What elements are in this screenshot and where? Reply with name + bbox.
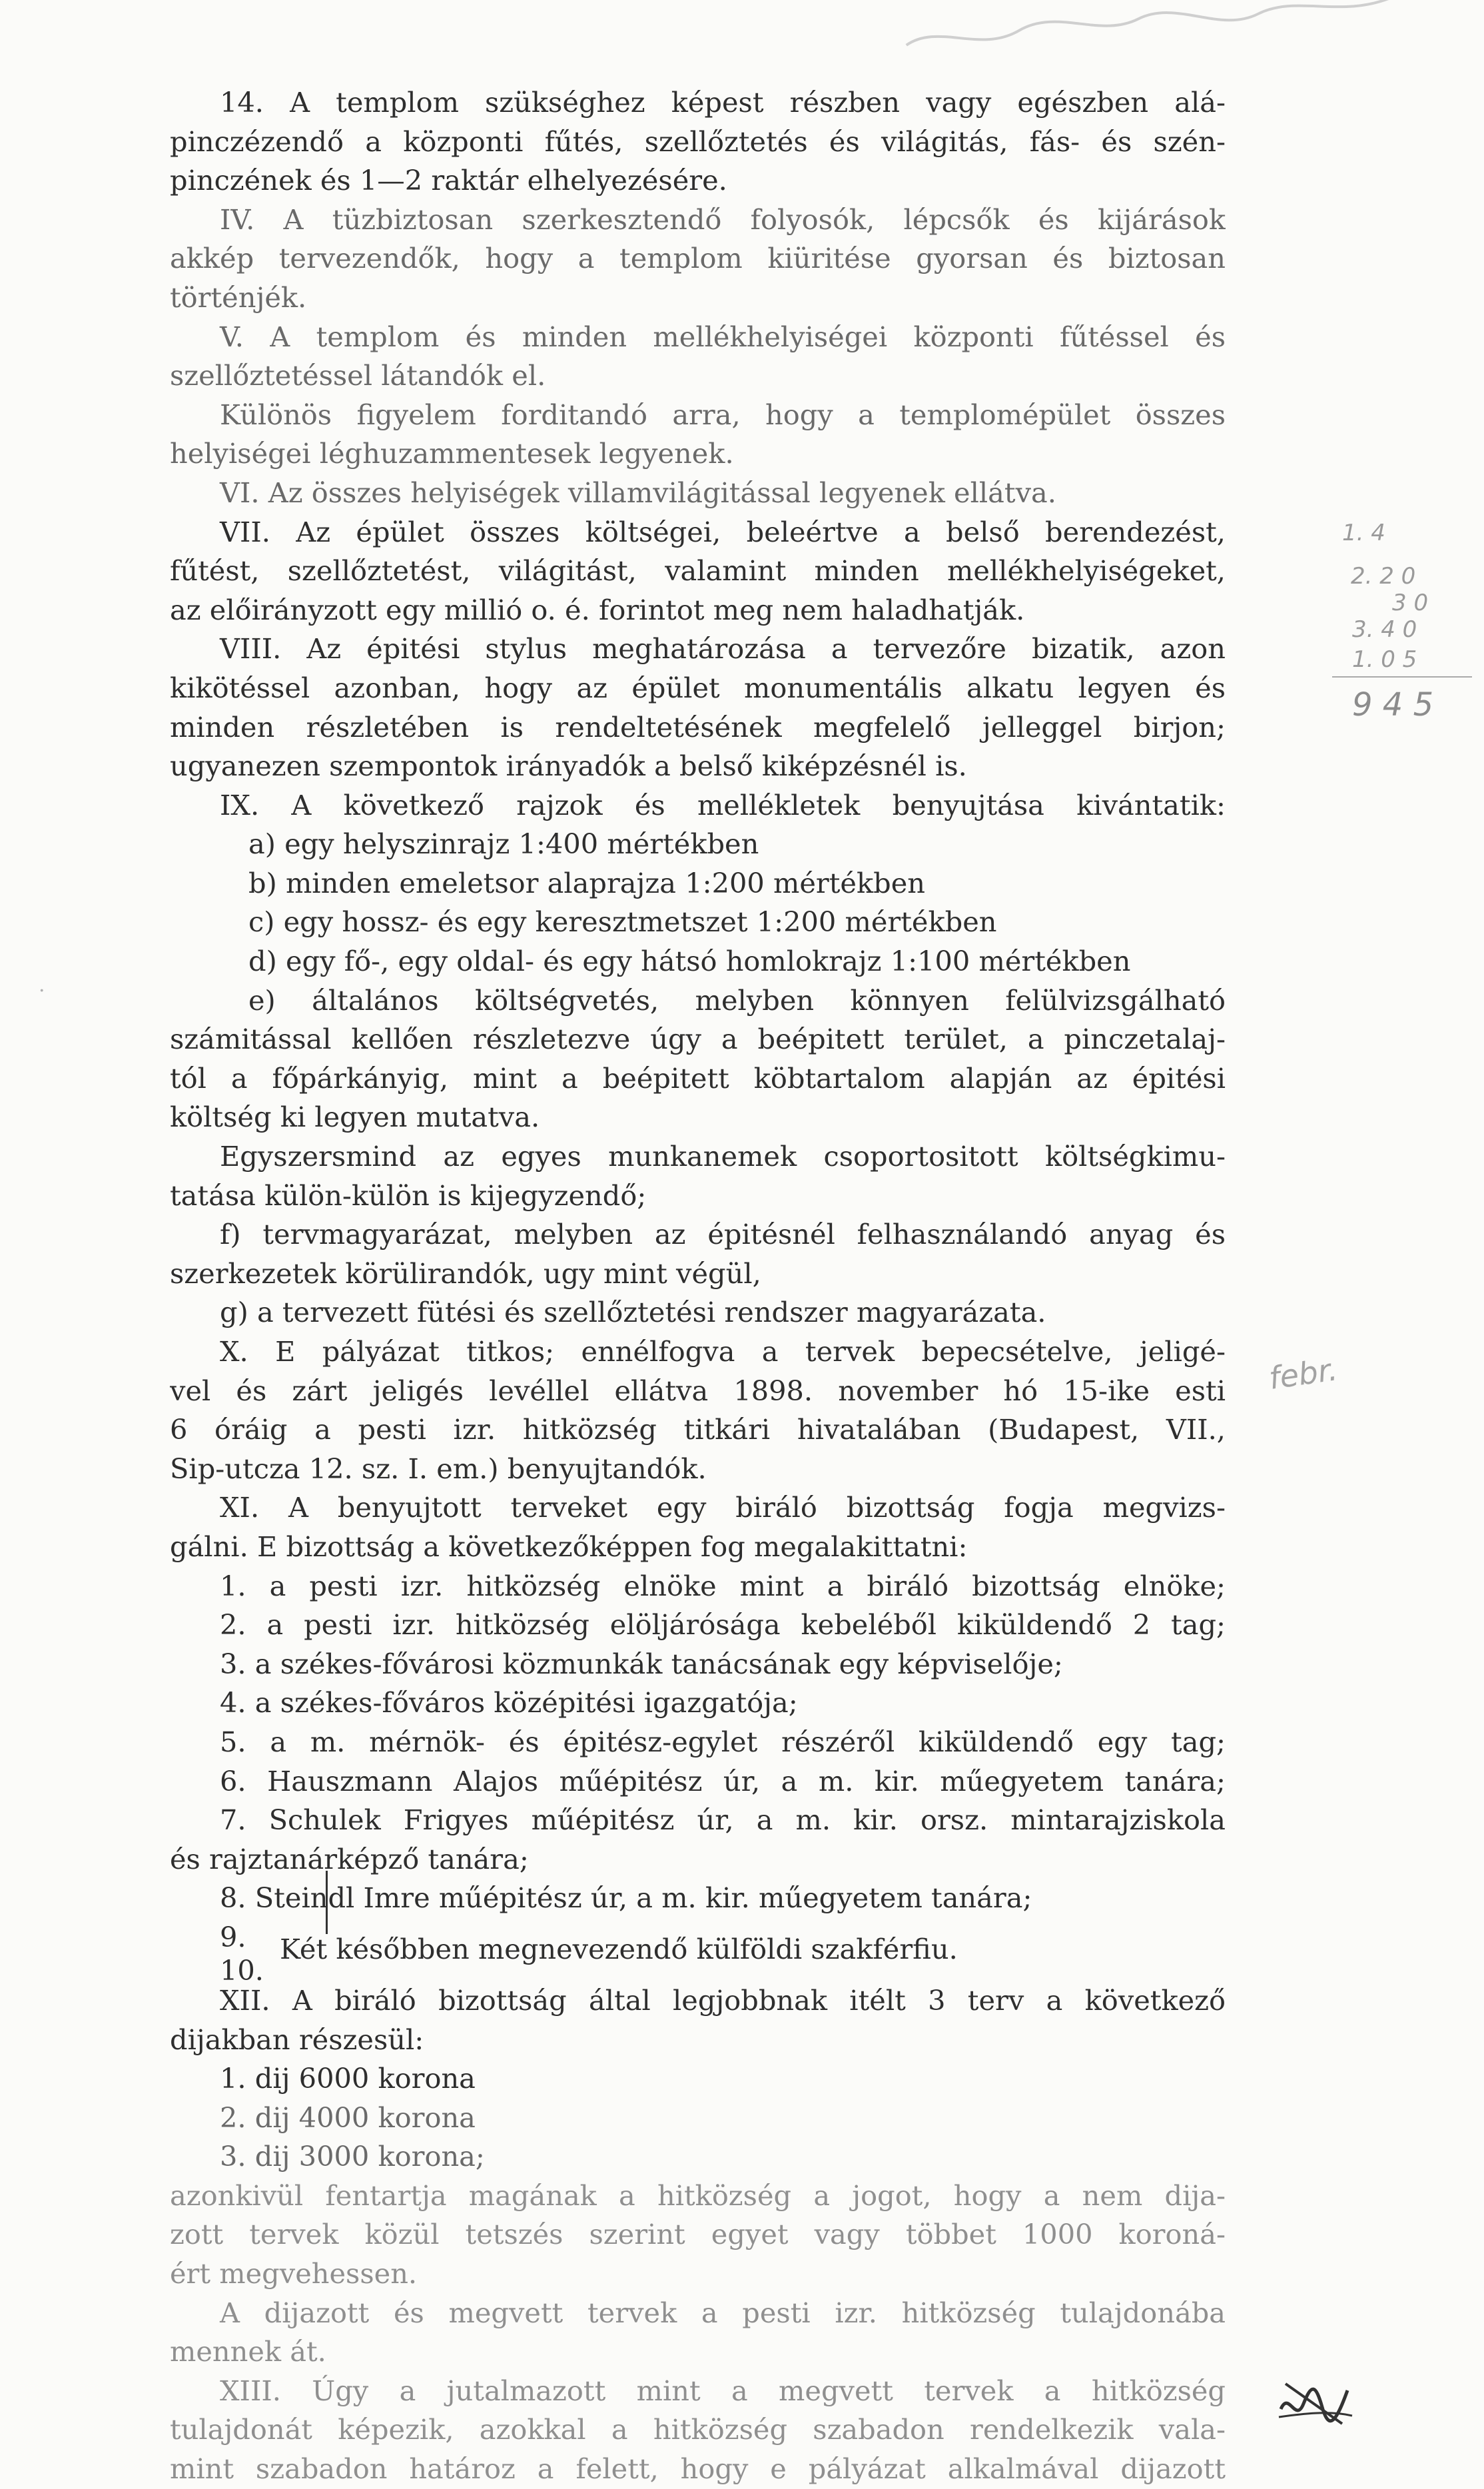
line-18: ugyanezen szempontok irányadók a belső kiképzésnél is. <box>170 749 967 783</box>
line-28: Egyszersmind az egyes munkanemek csoportositott költségkimu- <box>220 1140 1226 1173</box>
line-20: a) egy helyszinrajz 1:400 mértékben <box>248 827 759 861</box>
line-38: gálni. E bizottság a következőképpen fog megalakittatni: <box>170 1530 968 1563</box>
line-4: IV. A tüzbiztosan szerkesztendő folyosók, lépcsők és kijárások <box>220 203 1226 236</box>
brace-9-10 <box>316 1871 328 1934</box>
line-8: szellőztetéssel látandók el. <box>170 359 546 392</box>
line-41: 3. a székes-fővárosi közmunkák tanácsának egy képviselője; <box>220 1647 1063 1680</box>
line-58: ért megvehessen. <box>170 2257 418 2290</box>
line-44: 6. Hauszmann Alajos műépitész úr, a m. kir. műegyetem tanára; <box>220 1764 1226 1797</box>
line-25: számitással kellően részletezve úgy a beépitett terület, a pinczetalaj- <box>170 1023 1226 1056</box>
line-14: az előirányzott egy millió o. é. forintot meg nem haladhatják. <box>170 593 1025 626</box>
line-60: mennek át. <box>170 2335 326 2368</box>
item-9-10-text: Két későbben megnevezendő külföldi szakférfiu. <box>280 1932 958 1965</box>
line-52: dijakban részesül: <box>170 2023 424 2056</box>
line-22: c) egy hossz- és egy keresztmetszet 1:200 mértékben <box>248 905 997 939</box>
item-10-number: 10. <box>220 1953 264 1987</box>
line-36: Sip-utcza 12. sz. I. em.) benyujtandók. <box>170 1452 707 1485</box>
line-35: 6 óráig a pesti izr. hitközség titkári hivatalában (Budapest, VII., <box>170 1413 1226 1446</box>
line-43: 5. a m. mérnök- és épitész-egylet részéről kiküldendő egy tag; <box>220 1725 1226 1758</box>
line-1: 14. A templom szükséghez képest részben vagy egészben alá- <box>220 86 1226 119</box>
line-53: 1. dij 6000 korona <box>220 2062 476 2095</box>
line-42: 4. a székes-főváros középitési igazgatója; <box>220 1686 798 1720</box>
line-62: tulajdonát képezik, azokkal a hitközség szabadon rendelkezik vala- <box>170 2413 1226 2446</box>
line-31: szerkezetek körülirandók, ugy mint végül, <box>170 1256 761 1290</box>
line-10: helyiségei léghuzammentesek legyenek. <box>170 437 734 470</box>
line-23: d) egy fő-, egy oldal- és egy hátsó homlokrajz 1:100 mértékben <box>248 945 1131 978</box>
line-21: b) minden emeletsor alaprajza 1:200 mértékben <box>248 866 925 899</box>
line-54: 2. dij 4000 korona <box>220 2101 476 2134</box>
line-11: VI. Az összes helyiségek villamvilágitással legyenek ellátva. <box>220 476 1056 509</box>
line-5: akkép tervezendők, hogy a templom kiüritése gyorsan és biztosan <box>170 242 1226 275</box>
margin-sum-line <box>1332 676 1472 678</box>
line-29: tatása külön-külön is kijegyzendő; <box>170 1179 647 1212</box>
line-37: XI. A benyujtott terveket egy biráló bizottság fogja megvizs- <box>220 1491 1226 1524</box>
margin-note-4: 3. 4 0 <box>1352 616 1417 643</box>
line-6: történjék. <box>170 280 307 314</box>
line-33: X. E pályázat titkos; ennélfogva a tervek bepecsételve, jeligé- <box>220 1335 1226 1368</box>
line-40: 2. a pesti izr. hitközség elöljárósága kebeléből kiküldendő 2 tag; <box>220 1608 1226 1642</box>
line-48-49 <box>170 1918 1226 1987</box>
line-32: g) a tervezett fütési és szellőztetési rendszer magyarázata. <box>220 1296 1046 1329</box>
signature-mark <box>1276 2377 1354 2429</box>
line-24: e) általános költségvetés, melyben könnyen felülvizsgálható <box>248 983 1226 1017</box>
line-13: fűtést, szellőztetést, világitást, valamint minden mellékhelyiségeket, <box>170 554 1226 588</box>
document-body <box>170 83 1226 2489</box>
line-3: pinczének és 1—2 raktár elhelyezésére. <box>170 164 727 197</box>
line-59: A dijazott és megvett tervek a pesti izr. hitközség tulajdonába <box>220 2296 1226 2329</box>
line-34: vel és zárt jeligés levéllel ellátva 1898. november hó 15-ike esti <box>170 1374 1226 1407</box>
line-19: IX. A következő rajzok és mellékletek benyujtása kivántatik: <box>220 788 1226 821</box>
margin-note-2: 2. 2 0 <box>1351 563 1416 590</box>
margin-note-1: 1. 4 <box>1342 520 1385 546</box>
line-27: költség ki legyen mutatva. <box>170 1101 540 1134</box>
margin-note-febr: febr. <box>1266 1351 1340 1396</box>
line-9: Különös figyelem forditandó arra, hogy a templomépület összes <box>220 398 1226 431</box>
left-margin-dot: · <box>39 979 45 1003</box>
line-30: f) tervmagyarázat, melyben az épitésnél felhasználandó anyag és <box>220 1218 1226 1251</box>
line-7: V. A templom és minden mellékhelyiségei központi fűtéssel és <box>220 320 1226 353</box>
top-stamp <box>898 0 1407 75</box>
line-47: 8. Steindl Imre műépitész úr, a m. kir. műegyetem tanára; <box>220 1881 1032 1915</box>
line-15: VIII. Az épitési stylus meghatározása a tervezőre bizatik, azon <box>220 632 1226 666</box>
line-61: XIII. Úgy a jutalmazott mint a megvett tervek a hitközség <box>220 2374 1226 2407</box>
line-57: zott tervek közül tetszés szerint egyet vagy többet 1000 koroná- <box>170 2218 1226 2251</box>
line-39: 1. a pesti izr. hitközség elnöke mint a biráló bizottság elnöke; <box>220 1569 1226 1602</box>
item-9-number: 9. <box>220 1920 246 1953</box>
line-55: 3. dij 3000 korona; <box>220 2140 485 2173</box>
line-51: XII. A biráló bizottság által legjobbnak itélt 3 terv a következő <box>220 1983 1226 2017</box>
margin-note-3: 3 0 <box>1392 590 1429 616</box>
line-45: 7. Schulek Frigyes műépitész úr, a m. kir. orsz. mintarajziskola <box>220 1803 1226 1837</box>
line-17: minden részletében is rendeltetésének megfelelő jelleggel birjon; <box>170 710 1226 744</box>
line-63: mint szabadon határoz a felett, hogy e pályázat alkalmával dijazott <box>170 2452 1226 2486</box>
line-46: és rajztanárképző tanára; <box>170 1842 529 1875</box>
line-16: kikötéssel azonban, hogy az épület monumentális alkatu legyen és <box>170 671 1226 704</box>
margin-note-total: 9 4 5 <box>1352 686 1434 724</box>
top-stamp-scribble <box>898 0 1406 65</box>
line-26: tól a főpárkányig, mint a beépitett köbtartalom alapján az épitési <box>170 1061 1226 1095</box>
line-12: VII. Az épület összes költségei, beleértve a belső berendezést, <box>220 515 1226 548</box>
line-2: pinczézendő a központi fűtés, szellőztetés és világitás, fás- és szén- <box>170 125 1226 158</box>
margin-note-5: 1. 0 5 <box>1352 646 1417 673</box>
line-56: azonkivül fentartja magának a hitközség a jogot, hogy a nem dija- <box>170 2179 1226 2212</box>
